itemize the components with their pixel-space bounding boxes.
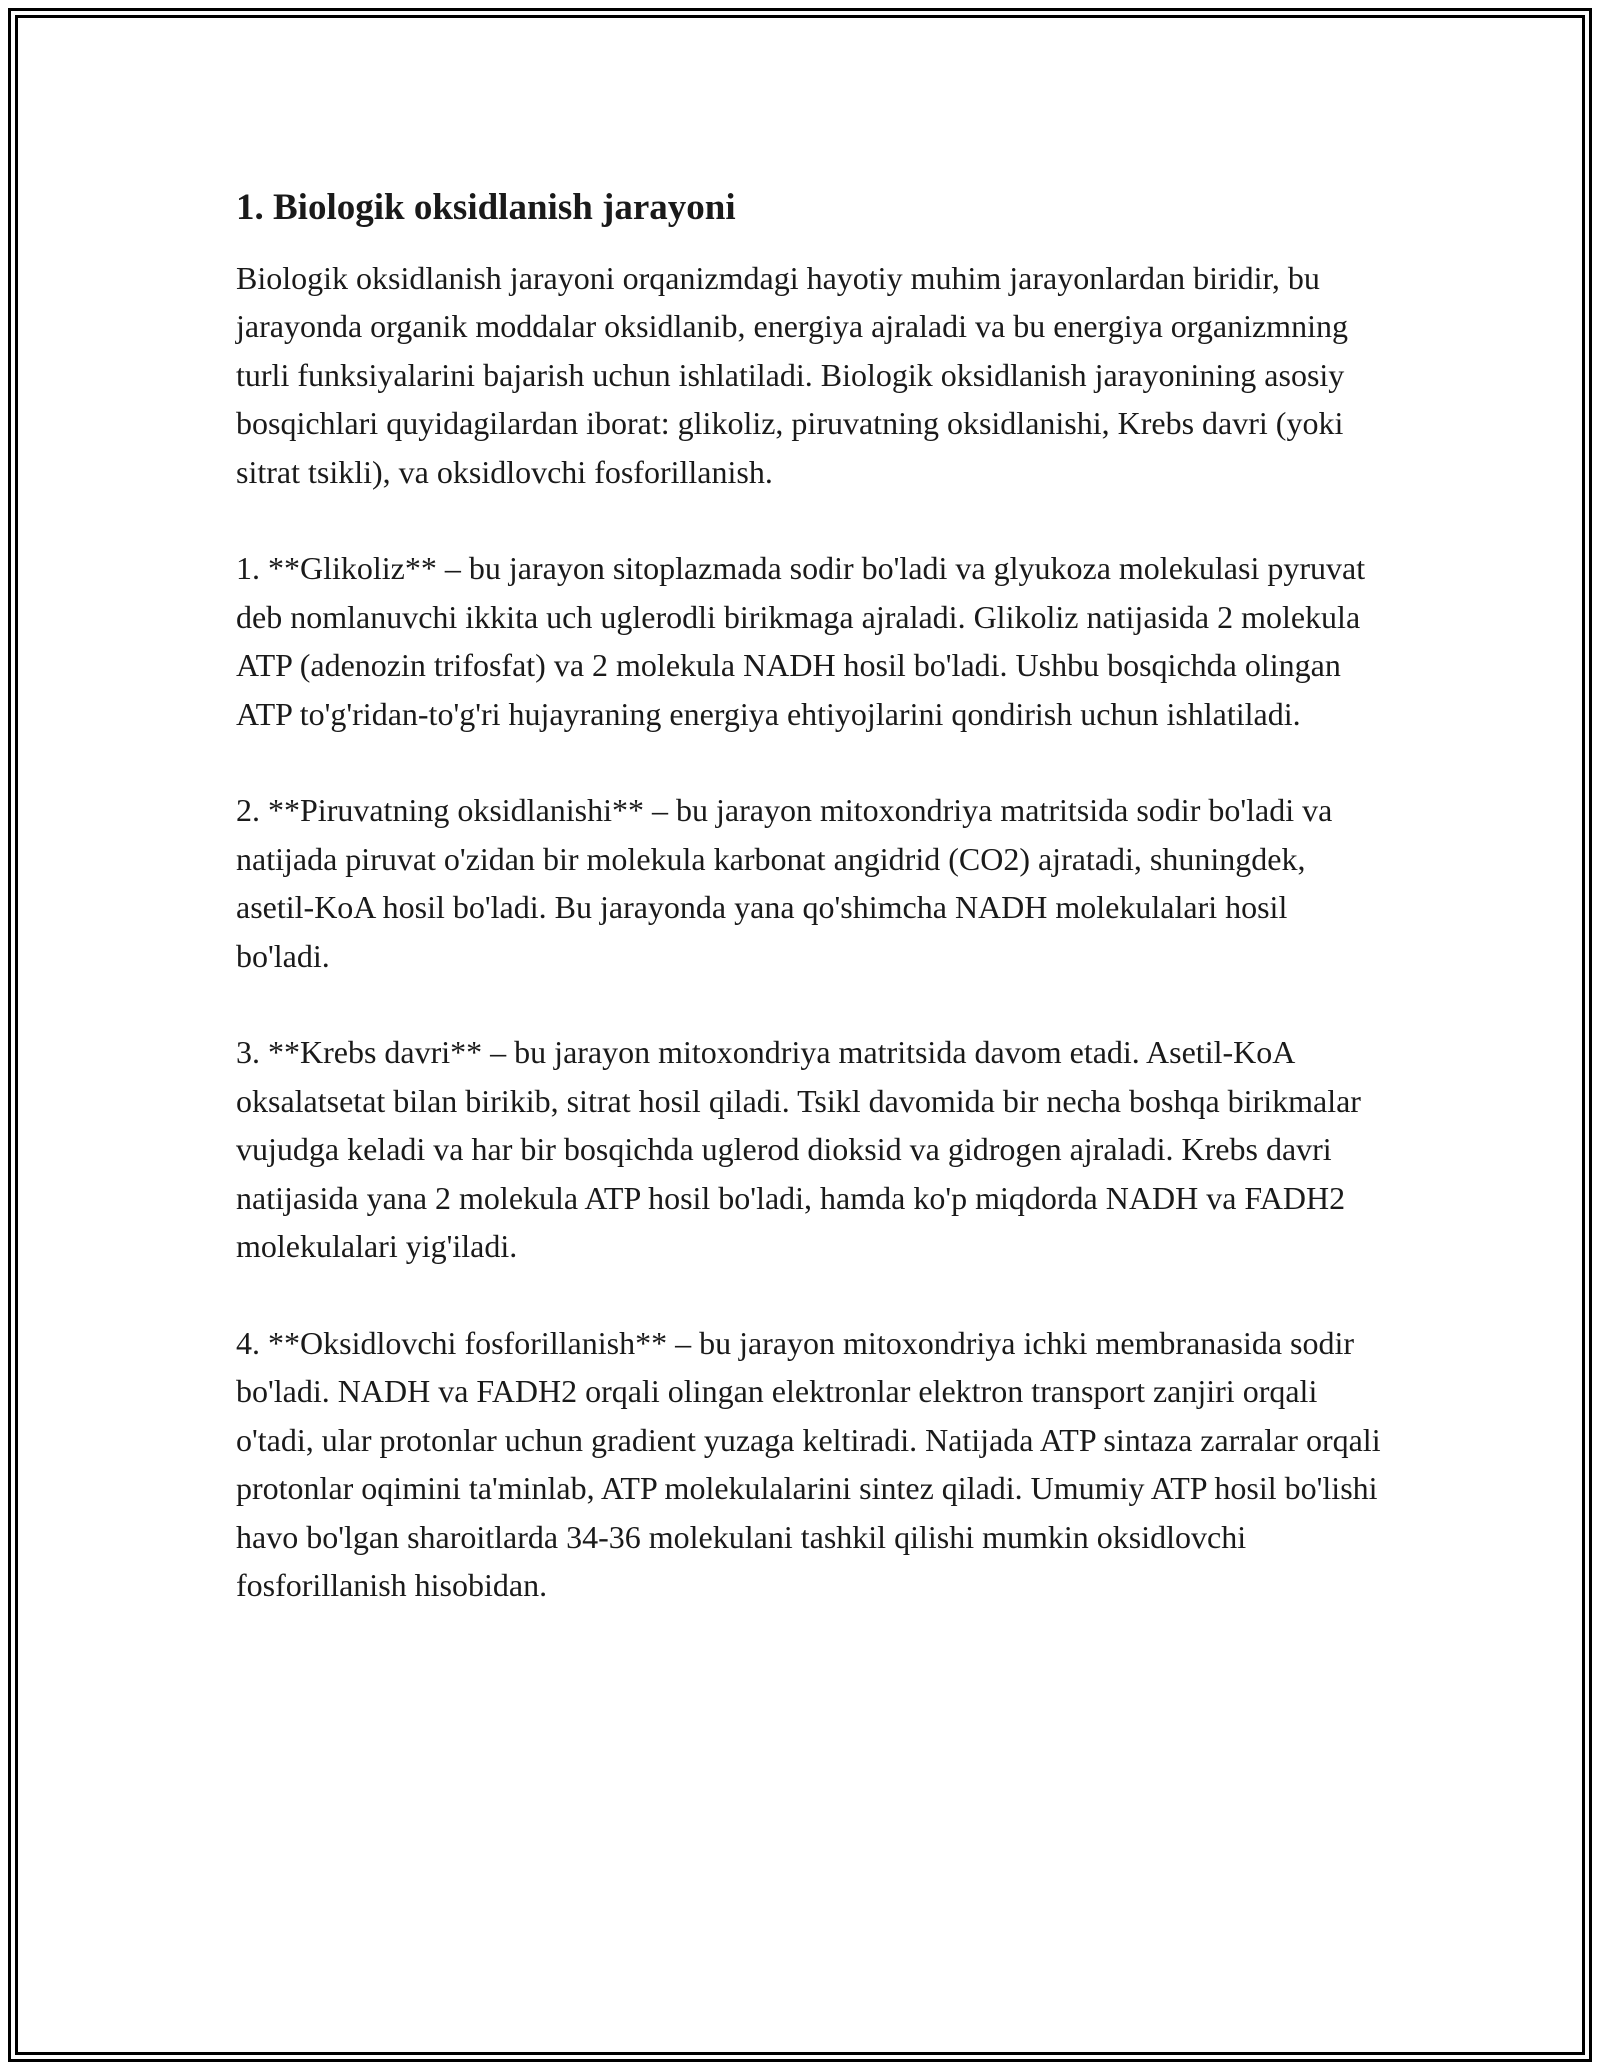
oksidlovchi-fosforillanish-paragraph: 4. **Oksidlovchi fosforillanish** – bu jarayon mitoxondriya ichki membranasida sodir bo'ladi. NADH va FADH2 orqali olingan elektronlar elektron transport zanjiri orqali o'tadi, ular protonlar uchun gradient yuzaga keltiradi. Natijada ATP sintaza zarralar orqali protonlar oqimini ta'minlab, ATP molekulalarini sintez qiladi. Umumiy ATP hosil bo'lishi havo bo'lgan sharoitlarda 34-36 molekulani tashkil qilishi mumkin oksidlovchi fosforillanish hisobidan. bbox=[236, 1324, 1381, 1603]
intro-paragraph: Biologik oksidlanish jarayoni orqanizmdagi hayotiy muhim jarayonlardan biridir, bu jarayonda organik moddalar oksidlanib, energiya ajraladi va bu energiya organizmning turli funksiyalarini bajarish uchun ishlatiladi. Biologik oksidlanish jarayonining asosiy bosqichlari quyidagilardan iborat: glikoliz, piruvatning oksidlanishi, Krebs davri (yoki sitrat tsikli), va oksidlovchi fosforillanish. bbox=[236, 260, 1348, 490]
piruvat-oksidlanishi-paragraph: 2. **Piruvatning oksidlanishi** – bu jarayon mitoxondriya matritsida sodir bo'ladi va natijada piruvat o'zidan bir molekula karbonat angidrid (CO2) ajratadi, shuningdek, asetil-KoA hosil bo'ladi. Bu jarayonda yana qo'shimcha NADH molekulalari hosil bo'ladi. bbox=[236, 792, 1333, 974]
glikoliz-paragraph: 1. **Glikoliz** – bu jarayon sitoplazmada sodir bo'ladi va glyukoza molekulasi pyruvat deb nomlanuvchi ikkita uch uglerodli birikmaga ajraladi. Glikoliz natijasida 2 molekula ATP (adenozin trifosfat) va 2 molekula NADH hosil bo'ladi. Ushbu bosqichda olingan ATP to'g'ridan-to'g'ri hujayraning energiya ehtiyojlarini qondirish uchun ishlatiladi. bbox=[236, 550, 1366, 732]
krebs-davri-paragraph: 3. **Krebs davri** – bu jarayon mitoxondriya matritsida davom etadi. Asetil-KoA oksalatsetat bilan birikib, sitrat hosil qiladi. Tsikl davomida bir necha boshqa birikmalar vujudga keladi va har bir bosqichda uglerod dioksid va gidrogen ajraladi. Krebs davri natijasida yana 2 molekula ATP hosil bo'ladi, hamda ko'p miqdorda NADH va FADH2 molekulalari yig'iladi. bbox=[236, 1034, 1361, 1265]
document-title: 1. Biologik oksidlanish jarayoni bbox=[236, 187, 736, 228]
document-body bbox=[236, 186, 1386, 1658]
